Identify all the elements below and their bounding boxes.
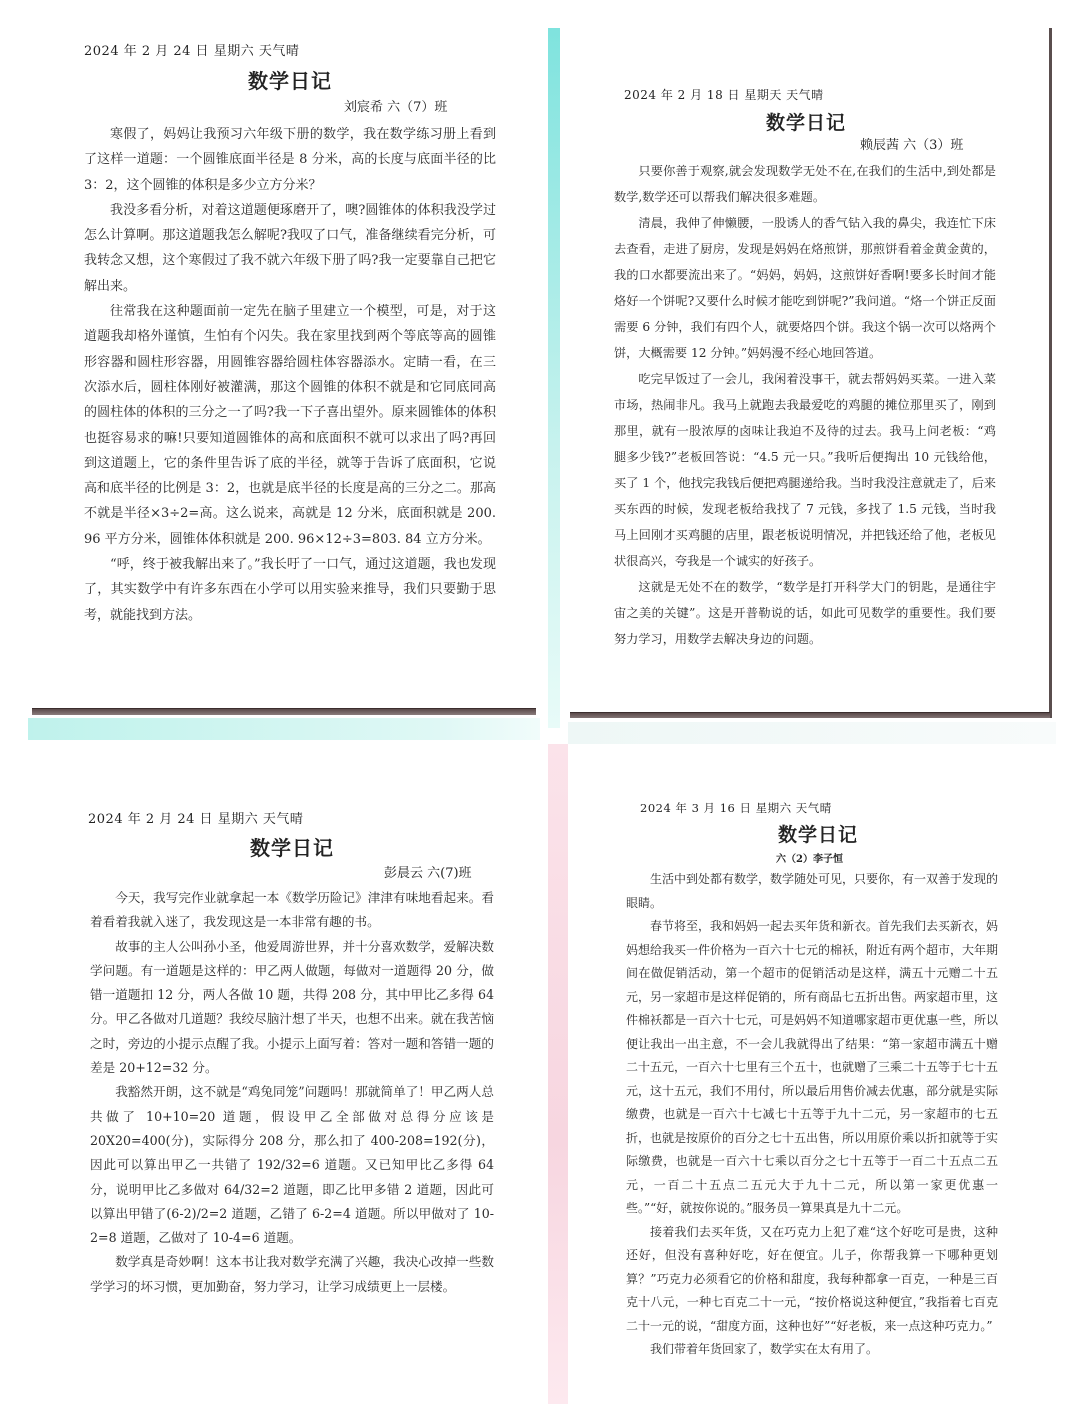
diary-author: 六（2）李子恒 xyxy=(776,854,843,865)
diary-body xyxy=(626,868,998,1362)
page-bottom-rule xyxy=(32,708,536,715)
diary-date: 2024 年 2 月 18 日 星期天 天气晴 xyxy=(624,88,824,102)
diary-paragraph: 寒假了，妈妈让我预习六年级下册的数学，我在数学练习册上看到了这样一道题：一个圆锥底面半径是 8 分米，高的长度与底面半径的比 3：2，这个圆锥的体积是多少立方分米？ xyxy=(84,127,496,193)
diary-date: 2024 年 2 月 24 日 星期六 天气晴 xyxy=(88,812,304,827)
page-edge-line xyxy=(1049,28,1052,718)
diary-paragraph: “呼，终于被我解出来了。”我长吁了一口气，通过这道题，我也发现了，其实数学中有许多东西在小学可以用实验来推导，我们只要勤于思考，就能找到方法。 xyxy=(84,557,496,623)
diary-page-4 xyxy=(568,744,1056,1404)
diary-paragraph: 只要你善于观察,就会发现数学无处不在,在我们的生活中,到处都是数学,数学还可以帮我们解决很多难题。 xyxy=(614,164,996,204)
diary-paragraph: 我豁然开朗，这不就是“鸡兔同笼”问题吗！那就简单了！甲乙两人总共做了 10+10=20 道题，假设甲乙全部做对总得分应该是 20X20=400(分)，实际得分 208 分，那么扣了 400-208=192(分)，因此可以算出甲乙一共错了 192/32=6 道题。又已知甲比乙多得 64 分，说明甲比乙多做对 64/32=2 道题，即乙比甲多错 2 道题，因此可以算出甲错了(6-2)/2=2 道题，乙错了 6-2=4 道题。所以甲做对了 10-2=8 道题，乙做对了 10-4=6 道题。 xyxy=(90,1084,494,1246)
decorative-band xyxy=(548,744,568,1404)
diary-author: 刘宸希 六（7）班 xyxy=(344,100,448,115)
diary-paragraph: 春节将至，我和妈妈一起去买年货和新衣。首先我们去买新衣，妈妈想给我买一件价格为一百六十七元的棉袄，附近有两个超市，大年期间在做促销活动，第一个超市的促销活动是这样，满五十元赠二十五元，另一家超市是这样促销的，所有商品七五折出售。两家超市里，这件棉袄都是一百六十七元，可是妈妈不知道哪家超市更优惠一些，所以便让我出一出主意，不一会儿我就得出了结果：“第一家超市满五十赠二十五元，一百六十七里有三个五十，也就赠了三乘二十五等于七十五元，这十五元，我们不用付，所以最后用售价减去优惠，部分就是实际缴费，也就是一百六十七减七十五等于九十二元，另一家超市的七五折，也就是按原价的百分之七十五出售，所以用原价乘以折扣就等于实际缴费，也就是一百六十七乘以百分之七十五等于一百二十五点二五元，一百二十五点二五元大于九十二元，所以第一家更优惠一些。”“好，就按你说的。”服务员一算果真是九十二元。 xyxy=(626,919,999,1215)
diary-body xyxy=(90,886,494,1299)
diary-title: 数学日记 xyxy=(778,824,859,846)
decorative-band xyxy=(548,28,560,728)
diary-title: 数学日记 xyxy=(248,69,332,93)
diary-page-3 xyxy=(28,740,548,1400)
decorative-band xyxy=(568,722,1056,744)
diary-title: 数学日记 xyxy=(250,836,334,860)
diary-author: 彭晨云 六(7)班 xyxy=(384,866,472,881)
diary-page-2 xyxy=(560,28,1056,718)
diary-date: 2024 年 2 月 24 日 星期六 天气晴 xyxy=(84,44,300,59)
diary-body xyxy=(84,122,496,628)
diary-author: 赖辰茜 六（3）班 xyxy=(860,138,964,153)
diary-page-1 xyxy=(28,28,540,718)
diary-paragraph: 往常我在这种题面前一定先在脑子里建立一个模型，可是，对于这道题我却格外谨慎，生怕有个闪失。我在家里找到两个等底等高的圆锥形容器和圆柱形容器，用圆锥容器给圆柱体容器添水。定睛一看，在三次添水后，圆柱体刚好被灌满，那这个圆锥的体积不就是和它同底同高的圆柱体的体积的三分之一了吗?我一下子喜出望外。原来圆锥体的体积也挺容易求的嘛!只要知道圆锥体的高和底面积不就可以求出了吗?再回到这道题上，它的条件里告诉了底的半径，就等于告诉了底面积，它说高和底半径的比例是 3：2，也就是底半径的长度是高的三分之二。那高不就是半径×3÷2=高。这么说来，高就是 12 分米，底面积就是 200. 96 平方分米，圆锥体体积就是 200. 96×12÷3=803. 84 立方分米。 xyxy=(84,304,496,547)
diary-date: 2024 年 3 月 16 日 星期六 天气晴 xyxy=(640,801,832,815)
page-bottom-rule xyxy=(570,712,1050,718)
diary-paragraph: 吃完早饭过了一会儿，我闲着没事干，就去帮妈妈买菜。一进入菜市场，热闹非凡。我马上就跑去我最爱吃的鸡腿的摊位那里买了，刚到那里，就有一股浓厚的卤味让我迫不及待的过去。我马上问老板：“鸡腿多少钱?”老板回答说：“4.5 元一只。”我听后便掏出 10 元钱给他，买了 1 个，他找完我钱后便把鸡腿递给我。当时我没注意就走了，后来买东西的时候，发现老板给我找了 7 元钱，多找了 1.5 元钱，当时我马上回刚才买鸡腿的店里，跟老板说明情况，并把钱还给了他，老板见状很高兴，夸我是一个诚实的好孩子。 xyxy=(614,372,996,568)
diary-body xyxy=(614,158,996,652)
diary-paragraph: 数学真是奇妙啊！这本书让我对数学充满了兴趣，我决心改掉一些数学学习的坏习惯，更加勤奋，努力学习，让学习成绩更上一层楼。 xyxy=(90,1254,494,1294)
diary-paragraph: 接着我们去买年货，又在巧克力上犯了难“这个好吃可是贵，这种还好，但没有喜种好吃，好在便宜。儿子，你帮我算一下哪种更划算？”巧克力必须看它的价格和甜度，我每种都拿一百克，一种是三百克十八元，一种七百克二十一元，“按价格说这种便宜，”我指着七百克二十一元的说，“甜度方面，这种也好”“好老板，来一点这种巧克力。” xyxy=(626,1224,998,1333)
diary-paragraph: 今天，我写完作业就拿起一本《数学历险记》津津有味地看起来。看着看着我就入迷了，我发现这是一本非常有趣的书。 xyxy=(90,890,494,930)
diary-paragraph: 生活中到处都有数学，数学随处可见，只要你，有一双善于发现的眼睛。 xyxy=(626,872,999,910)
diary-paragraph: 这就是无处不在的数学，“数学是打开科学大门的钥匙，是通往宇宙之美的关键”。这是开普勒说的话，如此可见数学的重要性。我们要努力学习，用数学去解决身边的问题。 xyxy=(614,580,996,646)
diary-paragraph: 清晨，我伸了伸懒腰，一股诱人的香气钻入我的鼻尖，我连忙下床去查看，走进了厨房，发现是妈妈在烙煎饼，那煎饼看着金黄金黄的，我的口水都要流出来了。“妈妈，妈妈，这煎饼好香啊!要多长时间才能烙好一个饼呢?又要什么时候才能吃到饼呢?”我问道。“烙一个饼正反面需要 6 分钟，我们有四个人，就要烙四个饼。我这个锅一次可以烙两个饼，大概需要 12 分钟。”妈妈漫不经心地回答道。 xyxy=(614,216,996,360)
diary-paragraph: 我没多看分析，对着这道题便琢磨开了，噢?圆锥体的体积我没学过怎么计算啊。那这道题我怎么解呢?我叹了口气，准备继续看完分析，可我转念又想，这个寒假过了我不就六年级下册了吗?我一定要靠自己把它解出来。 xyxy=(84,202,496,294)
diary-paragraph: 故事的主人公叫孙小圣，他爱周游世界，并十分喜欢数学，爱解决数学问题。有一道题是这样的：甲乙两人做题，每做对一道题得 20 分，做错一道题扣 12 分，两人各做 10 题，共得 208 分，其中甲比乙多得 64 分。甲乙各做对几道题？我绞尽脑汁想了半天，也想不出来。就在我苦恼之时，旁边的小提示点醒了我。小提示上面写着：答对一题和答错一题的差是 20+12=32 分。 xyxy=(90,938,494,1076)
diary-paragraph: 我们带着年货回家了，数学实在太有用了。 xyxy=(650,1342,879,1356)
diary-title: 数学日记 xyxy=(766,112,847,134)
